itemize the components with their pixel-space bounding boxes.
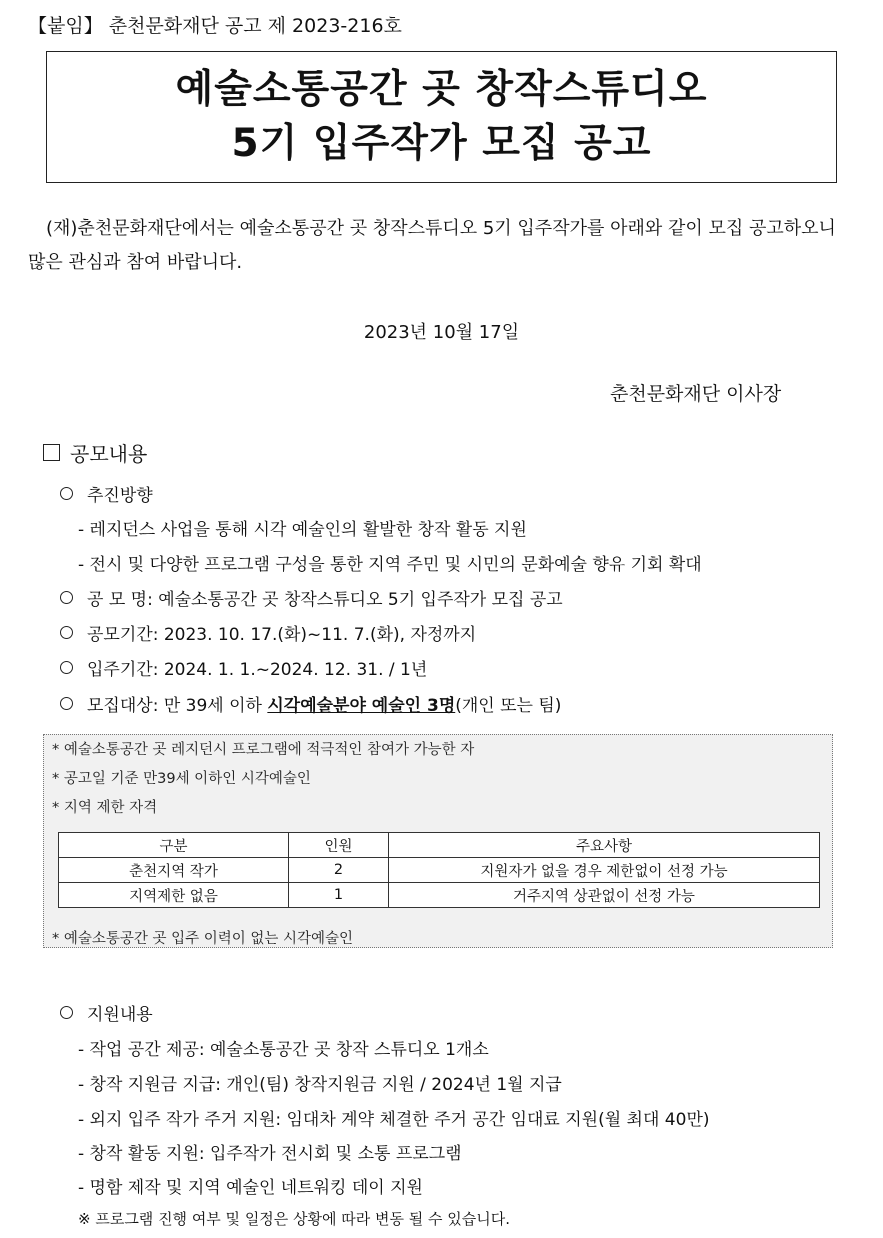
square-bullet-icon — [43, 444, 60, 461]
table-cell: 지원자가 없을 경우 제한없이 선정 가능 — [389, 858, 820, 883]
residency-period: 입주기간: 2024. 1. 1.~2024. 12. 31. / 1년 — [87, 660, 428, 680]
contest-period: 공모기간: 2023. 10. 17.(화)~11. 7.(화), 자정까지 — [87, 625, 477, 645]
circle-bullet-icon — [60, 591, 73, 604]
direction-item: - 레지던스 사업을 통해 시각 예술인의 활발한 창작 활동 지원 — [78, 520, 527, 540]
direction-label: 추진방향 — [87, 486, 153, 506]
support-note: ※ 프로그램 진행 여부 및 일정은 상황에 따라 변동 될 수 있습니다. — [78, 1210, 511, 1228]
target-prefix: 모집대상: 만 39세 이하 — [87, 696, 268, 716]
table-cell: 1 — [289, 883, 389, 908]
title-line-1: 예술소통공간 곳 창작스튜디오 — [175, 67, 708, 112]
circle-bullet-icon — [60, 487, 73, 500]
section-title: 공모내용 — [70, 442, 148, 466]
target-suffix: (개인 또는 팀) — [455, 696, 562, 716]
table-header-row — [59, 833, 820, 858]
target-emphasis: 시각예술분야 예술인 3명 — [267, 696, 456, 716]
notice-date: 2023년 10월 17일 — [363, 322, 520, 343]
circle-bullet-icon — [60, 626, 73, 639]
direction-heading — [60, 481, 153, 506]
table-row — [59, 858, 820, 883]
table-header: 인원 — [289, 833, 389, 858]
table-cell: 지역제한 없음 — [59, 883, 289, 908]
support-label: 지원내용 — [87, 1005, 153, 1025]
requirement-line: * 지역 제한 자격 — [52, 800, 158, 816]
support-heading — [60, 1000, 153, 1025]
requirements-box — [43, 734, 833, 948]
requirement-footer: * 예술소통공간 곳 입주 이력이 없는 시각예술인 — [52, 931, 354, 947]
circle-bullet-icon — [60, 1006, 73, 1019]
table-header: 주요사항 — [389, 833, 820, 858]
circle-bullet-icon — [60, 697, 73, 710]
contest-name: 공 모 명: 예술소통공간 곳 창작스튜디오 5기 입주작가 모집 공고 — [87, 590, 563, 610]
table-row — [59, 883, 820, 908]
notice-reference: 【붙임】 춘천문화재단 공고 제 2023-216호 — [28, 15, 402, 37]
support-item: - 작업 공간 제공: 예술소통공간 곳 창작 스튜디오 1개소 — [78, 1040, 489, 1060]
title-line-2: 5기 입주작가 모집 공고 — [231, 121, 652, 166]
residency-period-item — [60, 655, 427, 680]
table-header: 구분 — [59, 833, 289, 858]
target-item — [60, 691, 561, 716]
direction-item: - 전시 및 다양한 프로그램 구성을 통한 지역 주민 및 시민의 문화예술 향유 기회 확대 — [78, 555, 702, 575]
support-item: - 창작 활동 지원: 입주작가 전시회 및 소통 프로그램 — [78, 1144, 462, 1164]
support-item: - 외지 입주 작가 주거 지원: 임대차 계약 체결한 주거 공간 임대료 지원(월 최대 40만) — [78, 1110, 710, 1130]
issuer: 춘천문화재단 이사장 — [610, 383, 782, 405]
circle-bullet-icon — [60, 661, 73, 674]
table-cell: 춘천지역 작가 — [59, 858, 289, 883]
support-item: - 창작 지원금 지급: 개인(팀) 창작지원금 지원 / 2024년 1월 지급 — [78, 1075, 562, 1095]
requirement-line: * 예술소통공간 곳 레지던시 프로그램에 적극적인 참여가 가능한 자 — [52, 742, 475, 758]
requirement-line: * 공고일 기준 만39세 이하인 시각예술인 — [52, 771, 311, 787]
table-cell: 2 — [289, 858, 389, 883]
intro-paragraph: (재)춘천문화재단에서는 예술소통공간 곳 창작스튜디오 5기 입주작가를 아래와 같이 모집 공고하오니 많은 관심과 참여 바랍니다. — [28, 218, 836, 273]
contest-period-item — [60, 620, 476, 645]
quota-table — [58, 832, 820, 908]
table-cell: 거주지역 상관없이 선정 가능 — [389, 883, 820, 908]
contest-name-item — [60, 585, 563, 610]
section-heading — [43, 438, 147, 467]
support-item: - 명함 제작 및 지역 예술인 네트워킹 데이 지원 — [78, 1178, 423, 1198]
title-box — [46, 51, 837, 183]
